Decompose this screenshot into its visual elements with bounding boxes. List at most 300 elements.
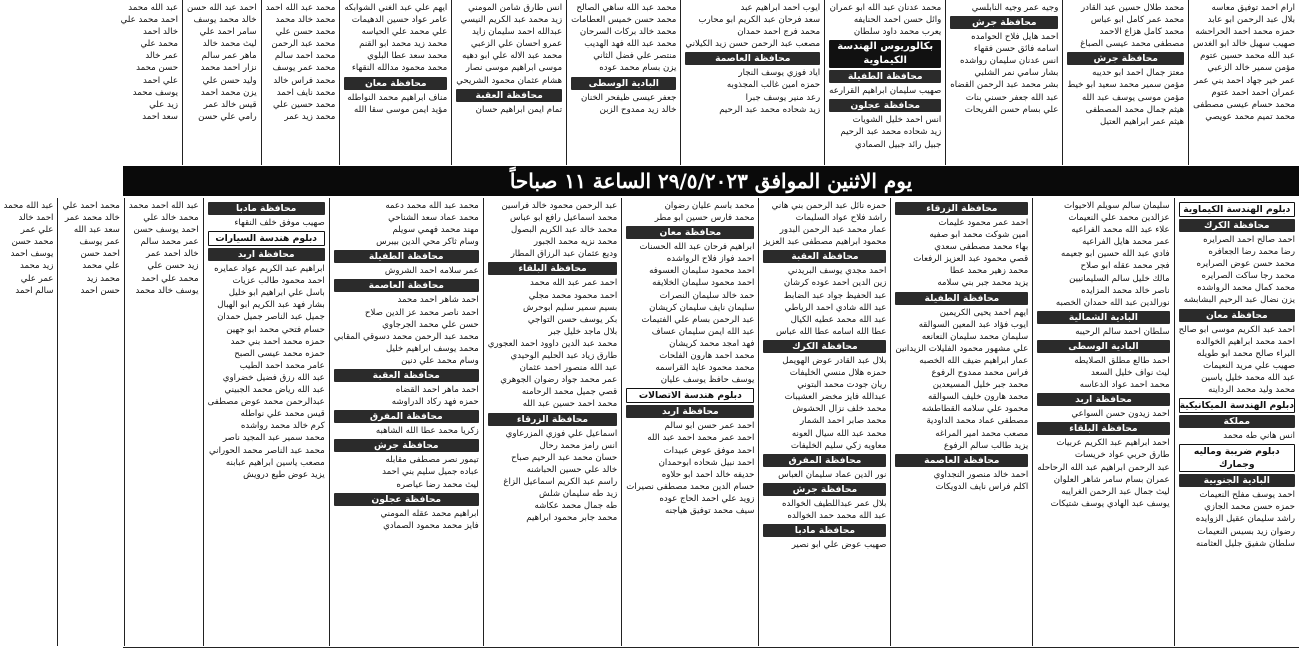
bottom-rule (123, 647, 1299, 648)
candidate-name: احمد نبيل شحاده ابوحمدان (658, 457, 755, 468)
candidate-name: امين شوكت محمد ابو صفيه (929, 230, 1029, 241)
candidate-name: محمد خالد علي (143, 213, 199, 224)
name-column (1188, 0, 1299, 165)
candidate-name: وسام محمد علي دنين (401, 355, 479, 366)
candidate-name: عمرو احسان علي الزعبي (470, 39, 563, 50)
candidate-name: محمد خالد محمد (275, 15, 336, 26)
candidate-name: يزن محمد احمد (200, 87, 257, 98)
candidate-name: انس عدنان سليمان رواشده (960, 56, 1059, 67)
candidate-name: خالد محمد عمر (64, 213, 120, 224)
candidate-name: محمود ابراهيم مصطفى عبد العزيز (763, 237, 887, 248)
name-column (945, 0, 1062, 165)
candidate-name: اسامه فائق حسن فقهاء (973, 44, 1059, 55)
candidate-name: عبد الله محمد حمد الخوالده (787, 510, 887, 521)
candidate-name: تيمور نصر مصطفى مقابله (385, 455, 479, 466)
candidate-name: قيس خالد عمر (203, 99, 257, 110)
candidate-name: احمد عمر حسن ابو سالم (664, 421, 755, 432)
section-heading: البادية الوسطى (571, 77, 676, 90)
candidate-name: عمران احمد احمد عتوم (1211, 87, 1295, 98)
candidate-name: حمزه محمد احمد بني حمد (230, 336, 325, 347)
candidate-name: البراء صالح محمد ابو طويله (1197, 348, 1295, 359)
candidate-name: زيد محمد (20, 261, 54, 272)
section-heading: محافظة العاصمة (334, 279, 479, 292)
candidate-name: احمد عبد الله حسن (187, 3, 257, 13)
candidate-name: سلطان احمد سالم الرحيبه (1075, 326, 1170, 337)
candidate-name: احمد عمر محمود عليمات (938, 218, 1029, 228)
candidate-name: احمد محمد علي (120, 15, 179, 26)
candidate-name: انس طارق شامن المومني (468, 3, 563, 13)
section-heading: محافظة المفرق (334, 410, 479, 423)
candidate-name: معاويه زكي سليم الخليفات (790, 440, 887, 451)
candidate-name: ريان جودت محمد البتوني (797, 380, 887, 391)
candidate-name: بكر يوسف حسن التواجي (527, 314, 618, 325)
section-heading: محافظة اربد (208, 248, 325, 261)
candidate-name: عبد الله احمد محمد (128, 201, 199, 211)
candidate-name: محمد علي احمد (141, 273, 199, 284)
candidate-name: منتصر علي فضل الثاني (593, 51, 677, 62)
candidate-name: حمد خالد سليمان النصرات (659, 290, 755, 301)
candidate-name: ابراهيم محمد عقله المومني (380, 508, 479, 519)
candidate-name: سعد فرحان عبد الكريم ابو محارب (698, 15, 821, 26)
candidate-name: محمد فارس حسين ابو مطر (654, 213, 755, 224)
section-heading: محافظة معان (344, 77, 447, 90)
candidate-name: حمزه نائل عبد الرحمن بني هاني (771, 201, 887, 211)
candidate-name: محمد عبد الله سيال العونه (791, 428, 887, 439)
candidate-name: حمزه حسن محمد الجازي (1204, 502, 1295, 513)
candidate-name: عبد الله رزق فضيل خضراوي (222, 372, 325, 383)
candidate-name: وجيه عمر وجيه النابلسي (971, 3, 1059, 13)
name-column (182, 0, 261, 165)
section-heading: محافظة الطفيلة (334, 250, 479, 263)
candidate-name: محمد صابر احمد الشمار (799, 416, 887, 427)
candidate-name: احمد محمود محمد مجلي (528, 290, 618, 301)
candidate-name: محمد احمد حسين عبد الله (522, 399, 618, 410)
candidate-name: عبد الرحمن بسام علي الفتيمات (641, 314, 755, 325)
candidate-name: نور الدين عماد سليمان العباس (778, 469, 887, 480)
candidate-name: عبد الله محمد خليل ياسين (1201, 372, 1295, 383)
candidate-name: بشار سامي نمر الشلبي (974, 68, 1059, 79)
candidate-name: محمد حسن علي (275, 27, 336, 38)
candidate-name: ايوب احمد ابراهيم عبد (740, 3, 821, 13)
candidate-name: راشد فلاح عواد السليمات (795, 213, 887, 224)
candidate-name: هشام عثمان محمود الشريحي (456, 75, 563, 86)
candidate-name: محمد علي (140, 39, 179, 50)
candidate-name: محمد حسن (11, 237, 54, 248)
candidate-name: محمد عبد الرحمن (271, 39, 336, 50)
candidate-name: حمزه فهد ركاد الدراوشه (391, 397, 479, 408)
candidate-name: مالك خليل سالم السليمانيين (1069, 273, 1170, 284)
candidate-name: مؤمن سمير خالد الزعبي (1207, 63, 1295, 74)
candidate-name: محمد طلال حسين عبد القادر (1081, 3, 1185, 13)
section-heading: محافظة الكرك (1179, 219, 1295, 232)
name-column (1032, 198, 1173, 646)
candidate-name: ابراهيم عبد الكريم عواد عمايره (214, 264, 325, 275)
candidate-name: صهيب عوض علي ابو نصير (791, 539, 887, 550)
candidate-name: يوسف خالد محمد (135, 285, 199, 296)
candidate-name: حسام الدين محمد مصطفى نصيرات (626, 481, 755, 492)
candidate-name: محمد احمد سالم (274, 51, 336, 62)
candidate-name: بلال عمر عبداللطيف الخوالده (781, 498, 887, 509)
candidate-name: نزار احمد محمد (200, 63, 257, 74)
name-column (339, 0, 451, 165)
candidate-name: محمد حسين علي (272, 99, 336, 110)
section-heading: محافظة الكرك (763, 340, 886, 353)
candidate-name: طارق زياد عبد الحليم الوحيدي (510, 351, 618, 362)
candidate-name: عبد الله شادي احمد الرياطي (784, 302, 887, 313)
section-heading: محافظة جرش (1067, 52, 1184, 65)
bottom-band (3, 198, 1299, 646)
candidate-name: زيد حسن علي (147, 261, 199, 272)
candidate-name: صهيب موفق خلف النقهاء (234, 218, 325, 228)
candidate-name: عبد الله محمد حسين عتوم (1200, 51, 1295, 62)
candidate-name: سليمان سالم سويلم الاحيوات (1064, 201, 1170, 211)
candidate-name: محمد كامل هزاع الاحمد (1099, 27, 1185, 38)
candidate-name: محمد عبد الله ساهي الصالح (576, 3, 677, 13)
candidate-name: يزن نضال عبد الرحيم البشابشه (1183, 295, 1295, 306)
candidate-name: محمد عبد الرحمن محمد دسوقي المقابي (333, 331, 479, 342)
candidate-name: طارق حربي عواد خريسات (1074, 450, 1170, 461)
candidate-name: عمر خالد (145, 51, 179, 62)
candidate-name: حمزه امين غالب المجذوبه (726, 80, 821, 91)
candidate-name: محمد سعد عطا البلوي (367, 51, 448, 62)
section-heading: محافظة معان (1179, 309, 1295, 322)
candidate-name: مهند محمد فهمي سويلم (392, 225, 479, 236)
candidate-name: سيف محمد توفيق هياجنه (664, 505, 755, 516)
candidate-name: قصي جميل محمد الرحامنه (521, 387, 618, 398)
candidate-name: محمد كمال محمد الرواشده (1197, 283, 1295, 294)
section-heading: محافظة مادبا (763, 524, 886, 537)
candidate-name: حمزه محمد عيسى الصبح (234, 348, 325, 359)
results-page (3, 0, 1307, 654)
candidate-name: حسام فتحي محمد ابو جهين (226, 324, 325, 335)
candidate-name: محمد رجا ساكت الصرايره (1201, 271, 1295, 282)
candidate-name: احمد حسن (80, 249, 120, 260)
candidate-name: خالد احمد (143, 27, 179, 38)
candidate-name: ارام احمد توفيق معاسه (1211, 3, 1295, 13)
candidate-name: احمد خالد (18, 213, 54, 224)
section-heading: محافظة مادبا (208, 202, 325, 215)
name-column (261, 0, 340, 165)
section-heading: محافظة جرش (950, 16, 1058, 29)
candidate-name: احمد شاهر احمد محمد (397, 295, 479, 306)
candidate-name: صهيب سهيل خالد ابو الغدس (1193, 39, 1295, 50)
candidate-name: علي عمر (20, 225, 54, 236)
candidate-name: عمر خير جهاد احمد بني عمر (1193, 75, 1295, 86)
date-banner: يوم الاثنين الموافق ٢٩/٥/٢٠٢٣ الساعة ١١ صباحاً (123, 166, 1299, 196)
candidate-name: محمد عماد سعد الشناحي (388, 213, 479, 224)
candidate-name: يزيد عوض طيع درويش (243, 469, 325, 480)
candidate-name: محمد نزيه محمد الجبور (533, 237, 618, 248)
candidate-name: مؤيد ايمن موسى سقا الله (354, 104, 448, 115)
candidate-name: محمد زيد (86, 273, 120, 284)
candidate-name: موسى ابراهيم موسى نصار (465, 63, 563, 74)
candidate-name: حسن محمد (136, 63, 179, 74)
candidate-name: عمر سلامه احمد الشروش (384, 266, 479, 277)
candidate-name: سامر احمد علي (199, 27, 257, 38)
candidate-name: راسم عبد الكريم اسماعيل الزاغ (503, 476, 618, 487)
candidate-name: محمد عبد الله فهد الهديب (584, 39, 677, 50)
candidate-name: عبدالرحمن محمد عوض مصطفى (207, 397, 325, 408)
section-heading: البادية الشمالية (1037, 311, 1169, 324)
candidate-name: احمد موفق عوض عبيدات (663, 445, 755, 456)
candidate-name: احمد ابراهيم عبد الكريم عربيات (1056, 438, 1170, 449)
candidate-name: احمد هايل فلاح الحوامده (971, 32, 1059, 43)
candidate-name: احمد محمد ابراهيم الخوالده (1196, 336, 1295, 347)
section-heading: دبلوم الهندسة الكيماوية (1179, 202, 1295, 217)
candidate-name: هيثم جمال محمد المصطفى (1085, 104, 1185, 115)
candidate-name: عمار محمد عبد الرحمن البدور (779, 225, 887, 236)
candidate-name: ايهم علي عبد الغني الشوابكه (344, 3, 448, 13)
section-heading: محافظة العاصمة (685, 52, 820, 65)
candidate-name: فراس محمد ممدوح الرفوع (931, 368, 1029, 379)
candidate-name: رامي علي حسن (198, 111, 257, 122)
name-column (680, 0, 824, 165)
candidate-name: حسن علي محمد الجرجاوي (382, 319, 479, 330)
candidate-name: سالم احمد (15, 285, 54, 296)
candidate-name: علي محمد (82, 261, 120, 272)
candidate-name: سعد عبد الله (73, 225, 120, 236)
candidate-name: عمر يوسف (79, 237, 120, 248)
candidate-name: مؤمن سمير محمد سعيد ابو خيط (1067, 80, 1185, 91)
candidate-name: علي احمد (142, 75, 179, 86)
candidate-name: فهد امجد محمد كريشان (669, 338, 755, 349)
candidate-name: ليث محمد خالد (202, 39, 257, 50)
candidate-name: احمد خالد منصور النجداوي (933, 469, 1029, 480)
candidate-name: رعد منير يوسف جبرا (745, 92, 821, 103)
section-heading: دبلوم الهندسة الميكانيكية (1179, 400, 1294, 412)
candidate-name: انس هاني طه محمد (1223, 431, 1295, 442)
candidate-name: هيثم عمر ابراهيم العتيل (1100, 116, 1185, 127)
candidate-name: ليث نواف خليل السعد (1091, 368, 1170, 379)
candidate-name: محمد جابر محمود ابراهيم (526, 513, 618, 524)
candidate-name: محمد خالد بركات السرحان (579, 27, 677, 38)
candidate-name: عبد الرحمن محمود خالد فراسين (501, 201, 618, 211)
candidate-name: حمزه هلال منسي الخليفات (789, 368, 887, 379)
section-heading: بكالوريوس الهندسة الكيماوية (829, 40, 941, 68)
candidate-name: يوسف احمد (10, 249, 54, 260)
candidate-name: وائل حسن احمد الحنايفه (853, 15, 942, 26)
section-heading: محافظة الطفيلة (829, 70, 941, 83)
candidate-name: احمد ناصر محمد عز الدين صلاح (364, 307, 479, 318)
candidate-name: زيد علي (149, 99, 179, 110)
candidate-name: زيد شحاده محمد عبد الرحيم (719, 104, 821, 115)
candidate-name: عمر محمد هايل الفراعيه (1082, 237, 1170, 248)
candidate-name: ابراهيم فرحان عبد الله الحسنات (639, 242, 755, 253)
name-column (329, 198, 483, 646)
candidate-name: محمد خالد عبد الكريم البصول (511, 225, 618, 236)
candidate-name: احمد يوسف حسن (133, 225, 199, 236)
candidate-name: مناف ابراهيم محمد النواطله (347, 92, 448, 103)
name-column (621, 198, 758, 646)
section-heading: محافظة البلقاء (1037, 422, 1169, 435)
candidate-name: محمد عمر يوسف (272, 63, 336, 74)
candidate-name: بشار فهد عبد الكريم ابو الهبال (217, 300, 325, 311)
section-heading: محافظة العقبة (763, 250, 886, 263)
section-heading: محافظة جرش (334, 439, 479, 452)
section-heading: محافظة العقبة (334, 369, 479, 382)
candidate-name: جميل عبد الناصر جميل حمدان (217, 312, 325, 323)
section-heading: مملكة (1179, 415, 1295, 428)
candidate-name: يزيد محمد جبر بني سلامه (937, 278, 1029, 289)
candidate-name: احمد ماهر احمد القضاه (395, 385, 479, 396)
candidate-name: حسان محمد عبد الرحيم صباح (511, 452, 618, 463)
section-heading: محافظة اربد (626, 405, 754, 418)
candidate-name: محمد يوسف ابراهيم خليل (385, 343, 479, 354)
candidate-name: محمد هارون خليف السوالقه (927, 392, 1029, 403)
candidate-name: تمام ايمن ابراهيم حسان (475, 104, 563, 115)
candidate-name: عمر محمد سالم (140, 237, 199, 248)
candidate-name: محمد سمير عبد المجيد ناصر (222, 433, 325, 444)
candidate-name: عمار ابراهيم ضيف الله الخصبه (919, 355, 1029, 366)
candidate-name: عبد الله محمد (3, 201, 54, 211)
candidate-name: عبد الله منصور احمد عثمان (519, 363, 618, 374)
section-heading: محافظة عجلون (334, 493, 479, 506)
candidate-name: زيد شحاده محمد عبد الرحيم (840, 127, 942, 138)
candidate-name: محمد خلف نزال الحشوش (792, 404, 887, 415)
candidate-name: زويد علي احمد الحاج عوده (659, 493, 755, 504)
candidate-name: محمد نايف احمد (276, 87, 336, 98)
candidate-name: احمد يوسف مفلح النعيمات (1199, 490, 1295, 501)
candidate-name: محمد عبد الله احمد (265, 3, 336, 13)
candidate-name: مؤمن موسى يوسف عبد الله (1081, 92, 1185, 103)
section-heading: البادية الوسطى (1037, 340, 1169, 353)
candidate-name: زين الدين احمد عوده كرشان (783, 278, 887, 289)
candidate-name: اياد فوزي يوسف النجار (738, 68, 821, 79)
candidate-name: محمد جبر خليل المسيعدين (932, 380, 1029, 391)
candidate-name: سلطان شفيق جليل العثامنه (1196, 538, 1295, 549)
candidate-name: وليد حسن علي (202, 75, 257, 86)
candidate-name: احمد طالع مطلق الصلايطه (1074, 355, 1170, 366)
candidate-name: يوسف عبد الهادي يوسف شتيكات (1050, 498, 1170, 509)
candidate-name: سليمان نايف سليمان كريشان (649, 302, 755, 313)
candidate-name: احمد محمود سليمان العسوفه (649, 266, 755, 277)
candidate-name: عبد الله ايمن سليمان عساف (651, 326, 755, 337)
candidate-name: عباده جميل سليم بني احمد (382, 467, 479, 478)
candidate-name: صهيب علي مريد النعيمات (1203, 360, 1295, 371)
section-heading: محافظة جرش (763, 483, 886, 496)
section-heading: دبلوم هندسة السيارات (208, 231, 325, 246)
candidate-name: سعد احمد (142, 111, 179, 122)
candidate-name: يزن بسام محمد عوده (599, 63, 677, 74)
section-heading: محافظة عجلون (829, 99, 941, 112)
candidate-name: ناصر خالد محمد المزايده (1081, 285, 1170, 296)
section-heading: محافظة المفرق (763, 454, 886, 467)
candidate-name: حسن احمد (80, 285, 120, 296)
candidate-name: اسماعيل علي فوزي المزرعاوي (505, 428, 618, 439)
candidate-name: يزيد طالب سالم الرفوع (943, 440, 1029, 451)
candidate-name: محمد زهير محمد عطا (949, 266, 1029, 277)
candidate-name: محمد عمر كامل ابو عباس (1090, 15, 1185, 26)
candidate-name: راشد سليمان عقيل الزوايده (1195, 514, 1295, 525)
section-heading: محافظة اربد (1037, 393, 1169, 406)
candidate-name: محمد تميم محمد عويصي (1205, 111, 1295, 122)
candidate-name: بلال عبد الرحمن ابو عابد (1207, 15, 1295, 26)
section-heading: محافظة البلقاء (488, 262, 618, 275)
candidate-name: ايوب فؤاد عبد المعين السوالقه (918, 319, 1029, 330)
section-heading: محافظة العقبة (456, 89, 562, 102)
candidate-name: محمد عبد الاله علي ابو دهيه (462, 51, 563, 62)
candidate-name: محمد زيد محمد ابو القنم (359, 39, 448, 50)
candidate-name: رضوان زيد بسيس النعيمات (1197, 526, 1295, 537)
candidate-name: بسيم سمير سليم ابوحرش (523, 302, 618, 313)
candidate-name: محمد احمد هارون الفلحات (659, 351, 755, 362)
candidate-name: عبد الحفيظ جواد عبد الضابط (783, 290, 887, 301)
candidate-name: محمد عبد الناصر محمد الحوراني (209, 445, 325, 456)
candidate-name: عطا الله اسامه عطا الله عباس (775, 326, 887, 337)
name-column (483, 198, 622, 646)
candidate-name: بلال ماجد خليل جبر (548, 326, 618, 337)
name-column (1174, 198, 1299, 646)
candidate-name: محمد عدنان عبد الله ابو عمران (829, 3, 942, 13)
candidate-name: علي بسام حسن الفريحات (964, 104, 1059, 115)
candidate-name: كرم خالد محمد رواشده (240, 421, 325, 432)
candidate-name: احمد مجدي يوسف البريدني (787, 266, 887, 277)
candidate-name: جبيل رائد جبيل الصمادي (855, 139, 942, 150)
candidate-name: علاء عبد الله محمد الفراعيه (1071, 225, 1170, 236)
candidate-name: محمد اسماعيل رافع ابو عباس (510, 213, 618, 224)
candidate-name: مصعب محمد امير المراغه (935, 428, 1029, 439)
candidate-name: عمران بسام سامر شاهر العلوان (1053, 474, 1170, 485)
candidate-name: عامر عواد حسين الدهيمات (351, 15, 448, 26)
candidate-name: فجر محمد عقله ابو صلاح (1080, 261, 1170, 272)
candidate-name: علي محمد علي الحياسه (361, 27, 448, 38)
candidate-name: بهاء محمد مصطفى سعدي (934, 242, 1029, 253)
candidate-name: باسل علي ابراهيم ابو خليل (228, 288, 325, 299)
candidate-name: زيد محمد عبد الكريم النيسي (460, 15, 563, 26)
candidate-name: احمد زيدون حسن السواعي (1071, 409, 1170, 420)
candidate-name: وسام ثاكر محي الدين بيبرس (376, 237, 479, 248)
name-column (758, 198, 890, 646)
candidate-name: خالد احمد عمر (146, 249, 199, 260)
name-column (117, 0, 182, 165)
candidate-name: عبد الله محمد عطيه الكيال (790, 314, 887, 325)
candidate-name: سليمان محمد سليمان النعانعه (921, 331, 1029, 342)
candidate-name: مصطفى محمد عيسى الصباغ (1080, 39, 1185, 50)
section-heading: محافظة الطفيلة (895, 292, 1028, 305)
candidate-name: وديع عثمان عبد الرزاق المطار (510, 249, 618, 260)
candidate-name: مصعب ياسين ابراهيم عبابنه (225, 457, 325, 468)
top-band (120, 0, 1299, 165)
name-column (203, 198, 329, 646)
section-heading: دبلوم هندسة الاتصالات (626, 388, 754, 403)
name-column (566, 0, 680, 165)
candidate-name: مصطفى عماد محمد الداودية (926, 416, 1029, 427)
candidate-name: بلال عبد القادر عوض الهويمل (782, 355, 887, 366)
candidate-name: حديفه خالد احمد ابو حلاوه (661, 469, 755, 480)
candidate-name: جعفر عيسى ظيفحر الخنان (580, 92, 677, 103)
candidate-name: محمد باسم عليان رضوان (664, 201, 755, 211)
candidate-name: زيد طه سليمان شلش (539, 488, 618, 499)
section-heading: دبلوم ضريبة وماليه وجمارك (1179, 444, 1295, 472)
candidate-name: علي مشهور محمود الفليلات الزيدانين (895, 343, 1029, 354)
name-column (1062, 0, 1188, 165)
name-column (451, 0, 566, 165)
section-heading: البادية الجنوبية (1179, 474, 1295, 487)
candidate-name: انس رامز محمد رحال (539, 440, 618, 451)
candidate-name: فادي عبد الله حسين ابو جعيمه (1061, 249, 1170, 260)
candidate-name: عبد الله جعفر حسني بنات (965, 92, 1059, 103)
candidate-name: عامر محمد احمد الطيب (239, 360, 325, 371)
candidate-name: محمد عبد الله محمد دعمه (385, 201, 479, 211)
candidate-name: عبد الله محمد (128, 3, 179, 13)
candidate-name: محمد فرج احمد حمدان (737, 27, 821, 38)
candidate-name: ايهم احمد يحيى الكريمين (939, 307, 1029, 318)
candidate-name: عبدالله احمد سليمان زايد (472, 27, 563, 38)
candidate-name: احمد عمر محمد احمد عبد الله (647, 433, 755, 444)
candidate-name: يعرب محمد داود سلطان (853, 27, 942, 38)
name-column (124, 198, 203, 646)
candidate-name: مصعب عبد الرحمن حسن زيد الكيلاني (685, 39, 821, 50)
